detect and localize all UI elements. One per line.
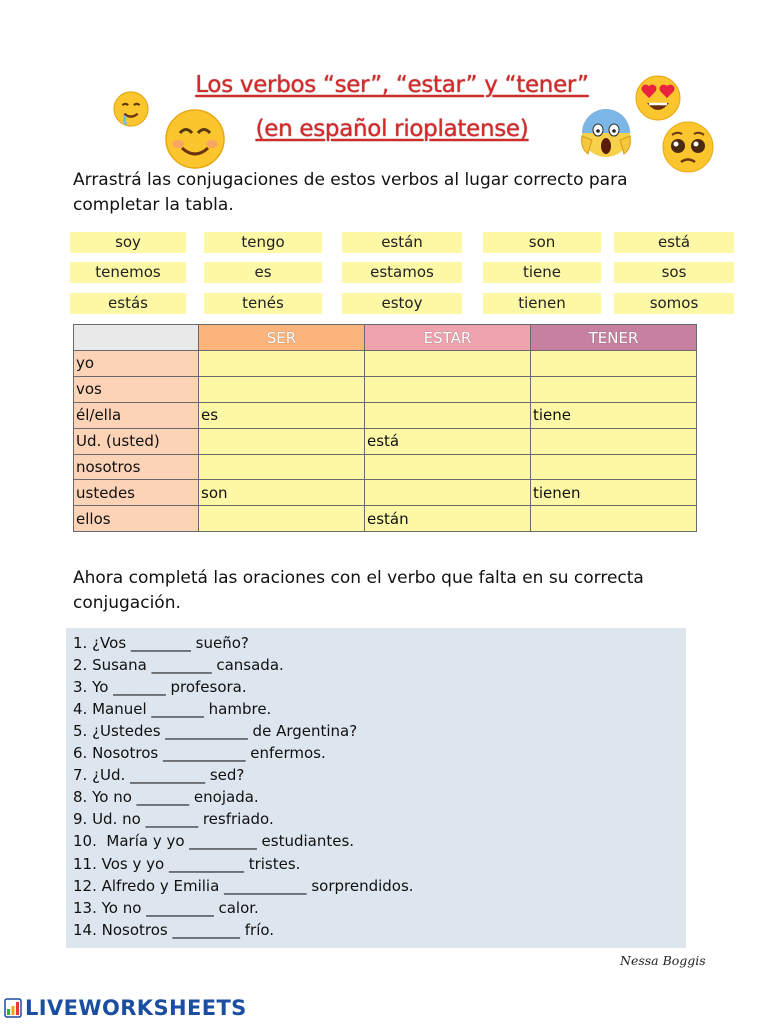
draggable-word[interactable]: tenemos bbox=[70, 262, 186, 283]
sentence-item[interactable]: 10. María y yo _________ estudiantes. bbox=[73, 832, 355, 851]
drop-target-cell[interactable] bbox=[531, 506, 697, 532]
sentence-item[interactable]: 5. ¿Ustedes ___________ de Argentina? bbox=[73, 722, 358, 741]
sentence-item[interactable]: 6. Nosotros ___________ enfermos. bbox=[73, 744, 326, 763]
drop-target-cell[interactable] bbox=[199, 506, 365, 532]
draggable-word[interactable]: tengo bbox=[204, 232, 322, 253]
drop-target-cell[interactable] bbox=[199, 351, 365, 377]
sentence-item[interactable]: 4. Manuel _______ hambre. bbox=[73, 700, 272, 719]
pronoun-cell: vos bbox=[74, 376, 199, 402]
pronoun-cell: él/ella bbox=[74, 402, 199, 428]
draggable-word[interactable]: son bbox=[483, 232, 601, 253]
sentence-item[interactable]: 2. Susana ________ cansada. bbox=[73, 656, 284, 675]
complete-instructions: Ahora completá las oraciones con el verbo que falta en su correcta conjugación. bbox=[73, 568, 644, 613]
smiling-face-icon bbox=[160, 108, 230, 170]
sentence-item[interactable]: 11. Vos y yo __________ tristes. bbox=[73, 854, 301, 873]
drop-target-cell[interactable] bbox=[531, 454, 697, 480]
sentence-item[interactable]: 12. Alfredo y Emilia ___________ sorprendidos. bbox=[73, 876, 414, 895]
drop-target-cell[interactable] bbox=[199, 454, 365, 480]
draggable-word[interactable]: estamos bbox=[342, 262, 462, 283]
drop-target-cell[interactable] bbox=[531, 376, 697, 402]
table-row bbox=[74, 506, 697, 532]
draggable-word[interactable]: somos bbox=[614, 293, 734, 314]
drop-target-cell[interactable] bbox=[199, 428, 365, 454]
drop-target-cell[interactable] bbox=[531, 351, 697, 377]
drag-instructions: Arrastrá las conjugaciones de estos verbos al lugar correcto para completar la tabla. bbox=[73, 170, 628, 215]
sentence-item[interactable]: 8. Yo no _______ enojada. bbox=[73, 788, 259, 807]
conjugation-table bbox=[73, 324, 697, 532]
author-signature: Nessa Boggis bbox=[620, 953, 706, 968]
drop-target-cell[interactable] bbox=[531, 428, 697, 454]
filled-answer-cell[interactable]: son bbox=[199, 480, 365, 506]
drop-target-cell[interactable] bbox=[365, 480, 531, 506]
liveworksheets-logo-icon bbox=[4, 998, 22, 1018]
header-tener: TENER bbox=[531, 325, 697, 351]
sentence-item[interactable]: 7. ¿Ud. __________ sed? bbox=[73, 766, 245, 785]
draggable-word[interactable]: están bbox=[342, 232, 462, 253]
table-row bbox=[74, 351, 697, 377]
header-blank bbox=[74, 325, 199, 351]
pleading-face-icon bbox=[660, 120, 716, 174]
sentence-item[interactable]: 13. Yo no _________ calor. bbox=[73, 898, 259, 917]
draggable-word[interactable]: tenés bbox=[204, 293, 322, 314]
filled-answer-cell[interactable]: tiene bbox=[531, 402, 697, 428]
liveworksheets-logo[interactable] bbox=[4, 996, 247, 1020]
pronoun-cell: nosotros bbox=[74, 454, 199, 480]
table-header-row bbox=[74, 325, 697, 351]
filled-answer-cell[interactable]: está bbox=[365, 428, 531, 454]
drop-target-cell[interactable] bbox=[199, 376, 365, 402]
drooling-face-icon bbox=[112, 90, 150, 128]
pronoun-cell: ustedes bbox=[74, 480, 199, 506]
drop-target-cell[interactable] bbox=[365, 402, 531, 428]
sentence-item[interactable]: 14. Nosotros _________ frío. bbox=[73, 920, 275, 939]
draggable-word[interactable]: estoy bbox=[342, 293, 462, 314]
table-row bbox=[74, 428, 697, 454]
pronoun-cell: yo bbox=[74, 351, 199, 377]
page-subtitle: (en español rioplatense) bbox=[255, 116, 529, 142]
logo-text: LIVEWORKSHEETS bbox=[25, 996, 247, 1020]
filled-answer-cell[interactable]: tienen bbox=[531, 480, 697, 506]
header-ser: SER bbox=[199, 325, 365, 351]
header-estar: ESTAR bbox=[365, 325, 531, 351]
filled-answer-cell[interactable]: están bbox=[365, 506, 531, 532]
table-row bbox=[74, 376, 697, 402]
draggable-word[interactable]: es bbox=[204, 262, 322, 283]
screaming-face-icon bbox=[576, 106, 636, 162]
sentence-item[interactable]: 3. Yo _______ profesora. bbox=[73, 678, 247, 697]
table-row bbox=[74, 402, 697, 428]
filled-answer-cell[interactable]: es bbox=[199, 402, 365, 428]
pronoun-cell: Ud. (usted) bbox=[74, 428, 199, 454]
pronoun-cell: ellos bbox=[74, 506, 199, 532]
draggable-word[interactable]: está bbox=[614, 232, 734, 253]
drop-target-cell[interactable] bbox=[365, 454, 531, 480]
table-row bbox=[74, 454, 697, 480]
draggable-word[interactable]: tiene bbox=[483, 262, 601, 283]
drop-target-cell[interactable] bbox=[365, 376, 531, 402]
draggable-word[interactable]: estás bbox=[70, 293, 186, 314]
table-row bbox=[74, 480, 697, 506]
sentence-item[interactable]: 1. ¿Vos ________ sueño? bbox=[73, 634, 249, 652]
sentence-item[interactable]: 9. Ud. no _______ resfriado. bbox=[73, 810, 274, 829]
drop-target-cell[interactable] bbox=[365, 351, 531, 377]
page-title: Los verbos “ser”, “estar” y “tener” bbox=[195, 72, 589, 98]
draggable-word[interactable]: soy bbox=[70, 232, 186, 253]
draggable-word[interactable]: tienen bbox=[483, 293, 601, 314]
heart-eyes-icon bbox=[634, 74, 682, 122]
draggable-word[interactable]: sos bbox=[614, 262, 734, 283]
